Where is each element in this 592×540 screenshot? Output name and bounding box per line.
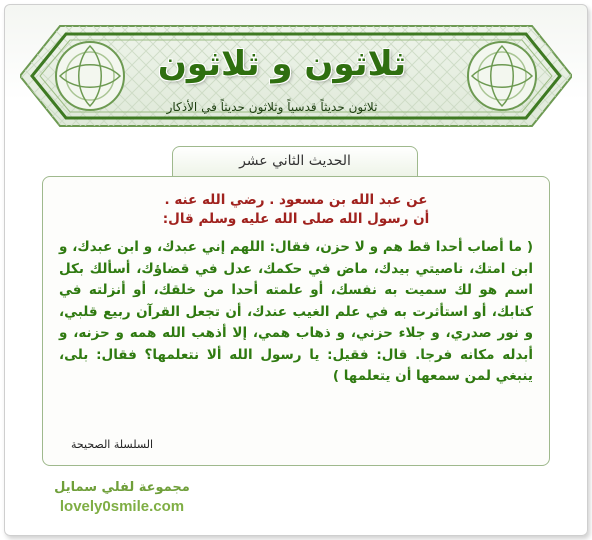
narrator-line-2: أن رسول الله صلى الله عليه وسلم قال: (162, 211, 430, 227)
footer-group-name: مجموعة لفلي سمايل (54, 480, 190, 495)
hadith-text: ( ما أصاب أحدا قط هم و لا حزن، فقال: اللهم إني عبدك، و ابن عبدك، و ابن امتك، ناصيتي بيدك، ماض في حكمك، عدل في قضاؤك، أسألك بكل اسم هو لك سميت به نفسك، أو علمته أحدا من خلقك، أو أنزلته في كتابك، أو استأثرت به في علم الغيب عندك، أن تجعل القرآن ربيع قلبي، و نور صدري، و جلاء حزني، و ذهاب همي، إلا أذهب الله همه و حزنه، و أبدله مكانه فرجا. قال: فقيل: يا رسول الله ألا نتعلمها؟ فقال: بلى، ينبغي لمن سمعها أن يتعلمها ) (59, 239, 533, 384)
narrator-line-1: عن عبد الله بن مسعود . رضي الله عنه . (164, 192, 428, 208)
section-tab: الحديث الثاني عشر (172, 146, 418, 176)
hadith-box (42, 176, 550, 466)
hadith-source: السلسلة الصحيحة (71, 438, 154, 451)
page-subtitle: ثلاثون حديثاً قدسياً وثلاثون حديثاً في الأذكار (166, 100, 378, 114)
header-banner (20, 16, 572, 136)
page-title: ثلاثون و ثلاثون (157, 44, 407, 84)
footer-site-url[interactable]: lovely0smile.com (59, 498, 185, 515)
